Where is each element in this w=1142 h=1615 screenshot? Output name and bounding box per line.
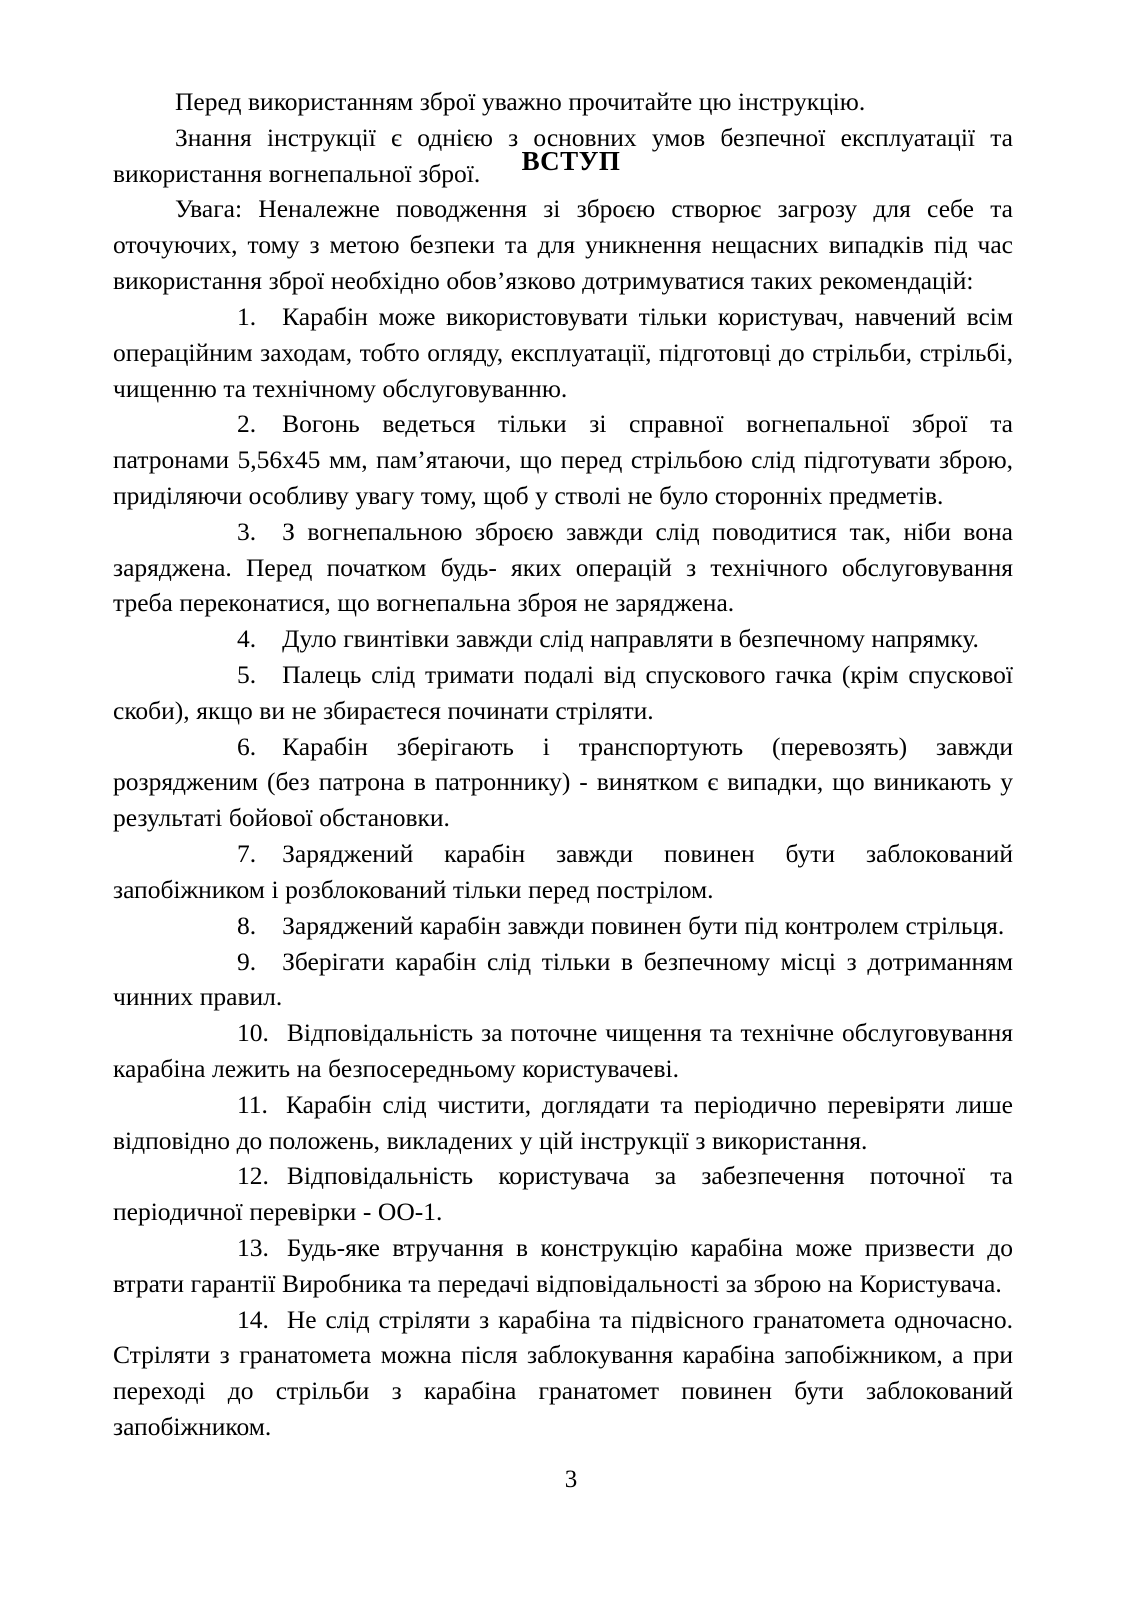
paragraph-text: Карабін зберігають і транспортують (перевозять) завжди розрядженим (без патрона в патроннику) - винятком є випадки, що виникають у результаті бойової обстановки. xyxy=(113,731,1013,833)
list-marker: 2. xyxy=(237,409,257,439)
numbered-paragraph xyxy=(113,514,1013,621)
marker-gap xyxy=(268,1087,286,1123)
page-title: ВСТУП xyxy=(521,146,621,176)
marker-gap xyxy=(256,299,282,335)
list-marker: 11. xyxy=(237,1089,268,1119)
numbered-paragraph xyxy=(113,836,1013,908)
marker-gap xyxy=(269,1158,287,1194)
marker-gap xyxy=(256,621,282,657)
list-marker: 5. xyxy=(237,660,257,689)
paragraph-text: Заряджений карабін завжди повинен бути під контролем стрільця. xyxy=(282,910,1005,940)
list-marker: 9. xyxy=(237,946,257,976)
numbered-paragraph xyxy=(113,657,1013,729)
paragraph-text: З вогнепальною зброєю завжди слід поводитися так, ніби вона заряджена. Перед початком будь- яких операцій з технічного обслуговування треба переконатися, що вогнепальна зброя не заряджена. xyxy=(113,516,1013,618)
marker-gap xyxy=(256,657,282,693)
numbered-paragraph xyxy=(113,729,1013,836)
paragraph-text: Карабін може використовувати тільки користувач, навчений всім операційним заходам, тобто огляду, експлуатації, підготовці до стрільби, стрільбі, чищенню та технічному обслуговуванню. xyxy=(113,301,1013,403)
intro-paragraph xyxy=(113,191,1013,298)
list-marker: 7. xyxy=(237,839,257,869)
list-marker: 10. xyxy=(237,1018,269,1048)
paragraph-text: Не слід стріляти з карабіна та підвісного гранатомета одночасно. Стріляти з гранатомета можна після заблокування карабіна запобіжником, а при переході до стрільби з карабіна гранатомет повинен бути заблокований запобіжником. xyxy=(113,1304,1013,1442)
numbered-paragraph xyxy=(113,1158,1013,1230)
paragraph-text: Карабін слід чистити, доглядати та періодично перевіряти лише відповідно до положень, викладених у цій інструкції з використання. xyxy=(113,1089,1013,1155)
marker-gap xyxy=(269,1302,287,1338)
numbered-paragraph xyxy=(113,406,1013,513)
list-marker: 12. xyxy=(237,1161,269,1191)
list-marker: 4. xyxy=(237,624,257,654)
marker-gap xyxy=(256,406,282,442)
list-marker: 6. xyxy=(237,731,257,761)
intro-paragraph xyxy=(113,120,1013,192)
paragraph-text: Заряджений карабін завжди повинен бути заблокований запобіжником і розблокований тільки перед пострілом. xyxy=(113,839,1013,904)
paragraph-text: Вогонь ведеться тільки зі справної вогнепальної зброї та патронами 5,56х45 мм, пам’ятаючи, що перед стрільбою слід підготувати зброю, приділяючи особливу увагу тому, щоб у стволі не було сторонніх предметів. xyxy=(113,409,1013,510)
paragraph-text: Зберігати карабін слід тільки в безпечному місці з дотриманням чинних правил. xyxy=(113,946,1013,1012)
paragraph-list xyxy=(113,84,1013,1445)
marker-gap xyxy=(269,1230,287,1266)
intro-paragraph xyxy=(113,84,1013,120)
list-marker: 14. xyxy=(237,1304,269,1334)
numbered-paragraph xyxy=(113,1087,1013,1159)
marker-gap xyxy=(269,1015,287,1051)
marker-gap xyxy=(256,908,282,944)
marker-gap xyxy=(256,944,282,980)
marker-gap xyxy=(256,729,282,765)
paragraph-text: Будь-яке втручання в конструкцію карабіна може призвести до втрати гарантії Виробника та передачі відповідальності за зброю на Користувача. xyxy=(113,1233,1013,1298)
numbered-paragraph xyxy=(113,1015,1013,1087)
page-number: 3 xyxy=(564,1466,578,1493)
paragraph-text: Палець слід тримати подалі від спускового гачка (крім спускової скоби), якщо ви не збираєтеся починати стріляти. xyxy=(113,660,1013,725)
marker-gap xyxy=(256,514,282,550)
paragraph-text: Відповідальність за поточне чищення та технічне обслуговування карабіна лежить на безпосередньому користувачеві. xyxy=(113,1018,1013,1083)
paragraph-text: Перед використанням зброї уважно прочитайте цю інструкцію. xyxy=(175,87,866,116)
paragraph-text: Знання інструкції є однією з основних умов безпечної експлуатації та використання вогнепальної зброї. xyxy=(113,122,1013,188)
numbered-paragraph xyxy=(113,299,1013,406)
numbered-paragraph xyxy=(113,621,1013,657)
document-body xyxy=(113,0,1013,1445)
numbered-paragraph xyxy=(113,1230,1013,1302)
list-marker: 13. xyxy=(237,1233,269,1262)
numbered-paragraph xyxy=(113,944,1013,1016)
list-marker: 1. xyxy=(237,301,257,331)
list-marker: 8. xyxy=(237,910,257,940)
numbered-paragraph xyxy=(113,908,1013,944)
marker-gap xyxy=(256,836,282,872)
paragraph-text: Дуло гвинтівки завжди слід направляти в безпечному напрямку. xyxy=(282,624,979,654)
paragraph-text: Відповідальність користувача за забезпечення поточної та періодичної перевірки - ОО-1. xyxy=(113,1161,1013,1227)
paragraph-text: Увага: Неналежне поводження зі зброєю створює загрозу для себе та оточуючих, тому з метою безпеки та для уникнення нещасних випадків під час використання зброї необхідно обов’язково дотримуватися таких рекомендацій: xyxy=(113,194,1013,296)
list-marker: 3. xyxy=(237,516,257,546)
numbered-paragraph xyxy=(113,1302,1013,1445)
